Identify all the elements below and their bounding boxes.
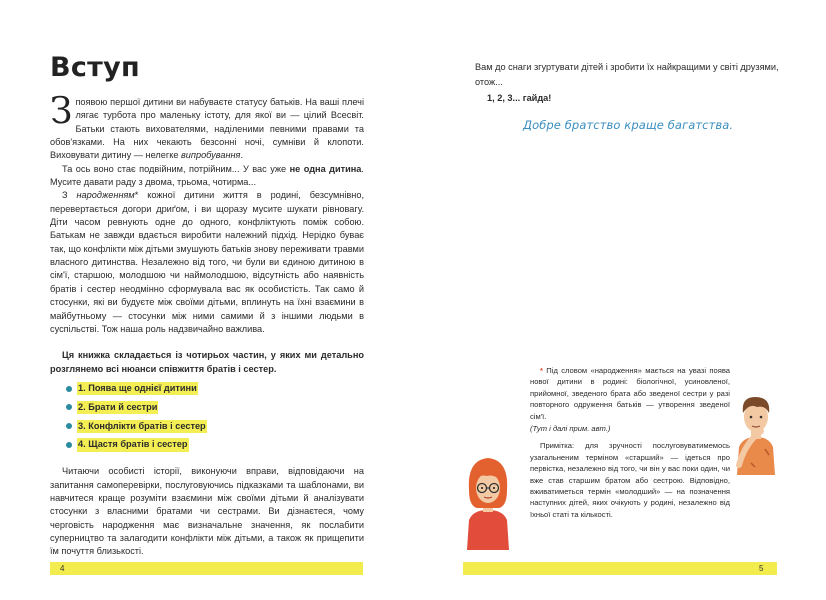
paragraph-4: Ця книжка складається із чотирьох частин, у яких ми детально розглянемо всі нюанси співжиття братів і сестер. [50, 350, 364, 374]
bullet-icon [66, 404, 72, 410]
footnote-2: Примітка: для зручності послуговуватимемось узагальненим терміном «старший» — ідеться про первістка, незалежно від того, чи він у вас поки один, чи вже став старшим братом або сестрою. Відповідно, вживатиметься термін «молодший» — на позначення наступних дітей, яких очікують у родині, незалежно від їхньої статі та кількості. [530, 441, 730, 519]
paragraph-2: Та ось воно стає подвійним, потрійним... У вас уже не одна дитина. Мусите давати раду з двома, трьома, чотирма... [50, 163, 364, 188]
footnote-1: * Під словом «народження» мається на увазі поява нової дитини в родині: біологічної, усиновленої, прийомної, зведеного брата або зведеної сестри у разі повторного одруження батьків — утворення зведеної сім'ї. [530, 366, 730, 421]
paragraph-5: Читаючи особисті історії, виконуючи вправи, відповідаючи на запитання самоперевірки, послуговуючись підказками та шаблонами, ви навчитеся краще розуміти взаємини між своїми дітьми й аналізувати стосунки з власними братами чи сестрами. Ви дізнаєтеся, чому черговість народження має визначальне значення, як послабити суперництво та залагодити конфлікти між дітьми, а також як прищепити їм почуття близькості. [50, 466, 364, 557]
page-number: 4 [60, 564, 65, 573]
list-item: 2. Брати й сестри [50, 401, 364, 414]
intro-text [475, 60, 795, 106]
paragraph-1: Зпоявою першої дитини ви набуваєте статусу батьків. На ваші плечі лягає турбота про маленьку істоту, для якої ви — цілий Всесвіт. Батьки стають вихователями, наділеними певними правами та обов'язками. На них чекають безсонні ночі, сумніви й клопоти. Виховувати дитину — нелегке випробування. [50, 91, 364, 161]
footer-bar [463, 562, 777, 575]
paragraph-3: З народженням* кожної дитини життя в родині, безсумнівно, перевертається догори дриґом, і ви щоразу мусите шукати рівновагу. Діти часом ревнують одне до одного, конфліктують поміж собою. Батькам не завжди вдається виробити належний підхід. Нерідко буває так, що конфлікти між дітьми змушують батьків знову переживати травми власного дитинства. Незалежно від того, чи були ви єдиною дитиною в сім'ї, старшою, молодшою чи наймолодшою, відсутність або наявність братів і сестер неодмінно сформувала вас як особистість. Так само й стосунки, які ви будуєте між своїми дітьми, вплинуть на їхні взаємини в майбутньому — стосунки між ними самими й з іншими людьми в суспільстві. Тож наша роль надзвичайно важлива. [50, 190, 364, 334]
proverb-quote: Добре братство краще багатства. [523, 118, 734, 132]
footer-bar [50, 562, 363, 575]
list-item: 1. Поява ще однієї дитини [50, 382, 364, 395]
footnote-author-note: (Тут і далі прим. авт.) [530, 424, 611, 434]
right-page [413, 0, 826, 600]
list-item: 4. Щастя братів і сестер [50, 438, 364, 451]
intro-paragraph: Вам до снаги згуртувати дітей і зробити їх найкращими у світі друзями, отож... [475, 62, 779, 87]
drop-cap: З [50, 91, 73, 132]
thinking-man-illustration [731, 385, 781, 475]
cheer-line: 1, 2, 3... гайда! [487, 93, 552, 103]
bullet-icon [66, 442, 72, 448]
woman-with-glasses-illustration [463, 450, 513, 550]
parts-list [50, 382, 364, 452]
bullet-icon [66, 386, 72, 392]
list-item: 3. Конфлікти братів і сестер [50, 420, 364, 433]
body-text [50, 91, 364, 559]
footnotes [530, 365, 730, 520]
page-title: Вступ [50, 52, 140, 83]
bullet-icon [66, 423, 72, 429]
page-number: 5 [759, 564, 764, 573]
